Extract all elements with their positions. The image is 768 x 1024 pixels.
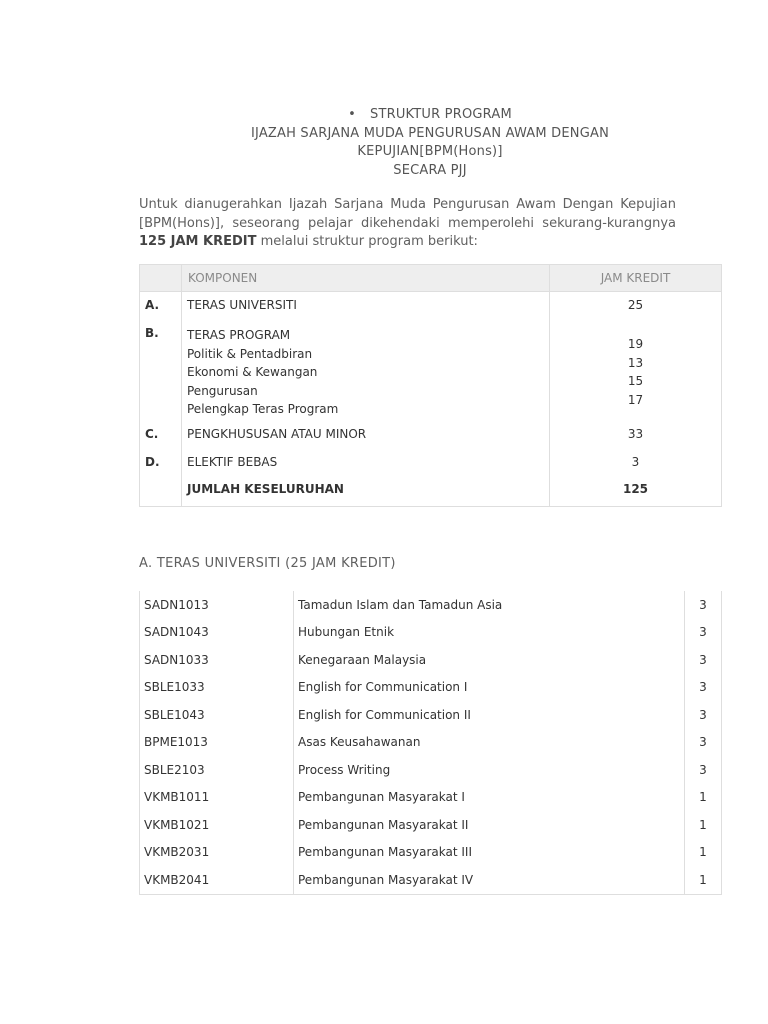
table-row	[140, 729, 722, 757]
row-name: TERAS UNIVERSITI	[182, 292, 550, 327]
sub-item-value: 13	[627, 355, 644, 370]
row-code: A.	[140, 292, 182, 327]
row-code: C.	[140, 427, 182, 455]
table-row	[140, 591, 722, 619]
course-code: SBLE2103	[140, 756, 294, 784]
course-credit: 1	[685, 784, 722, 812]
course-code: SADN1013	[140, 591, 294, 619]
course-credit: 3	[685, 729, 722, 757]
course-credit: 3	[685, 619, 722, 647]
course-title: Asas Keusahawanan	[294, 729, 685, 757]
table-row	[140, 756, 722, 784]
course-title: English for Communication I	[294, 674, 685, 702]
sub-item-value: 19	[627, 337, 644, 351]
title-line-2: IJAZAH SARJANA MUDA PENGURUSAN AWAM DENGAN	[250, 125, 609, 141]
table-row	[140, 839, 722, 867]
sub-item-value: 17	[627, 392, 644, 407]
courses-table	[139, 591, 722, 895]
course-credit: 3	[685, 591, 722, 619]
summary-total-row	[140, 482, 722, 507]
row-value: 25	[550, 292, 722, 327]
total-value: 125	[550, 482, 722, 507]
course-title: Pembangunan Masyarakat IV	[294, 866, 685, 894]
table-row	[140, 619, 722, 647]
course-credit: 1	[685, 811, 722, 839]
row-name: ELEKTIF BEBAS	[182, 455, 550, 482]
sub-item-name: Politik & Pentadbiran	[187, 346, 313, 361]
course-credit: 3	[685, 756, 722, 784]
course-credit: 1	[685, 839, 722, 867]
sub-item-name: Ekonomi & Kewangan	[187, 365, 318, 379]
row-name-group	[182, 326, 550, 427]
summary-header-row	[140, 265, 722, 292]
course-credit: 3	[685, 674, 722, 702]
course-title: Pembangunan Masyarakat II	[294, 811, 685, 839]
row-code: D.	[140, 455, 182, 482]
course-credit: 1	[685, 866, 722, 894]
table-row	[140, 784, 722, 812]
summary-row-c	[140, 427, 722, 455]
sub-item-value: 15	[627, 374, 644, 388]
table-row	[140, 811, 722, 839]
course-code: VKMB1011	[140, 784, 294, 812]
course-title: Tamadun Islam dan Tamadun Asia	[294, 591, 685, 619]
course-title: Process Writing	[294, 756, 685, 784]
course-title: Hubungan Etnik	[294, 619, 685, 647]
course-title: Kenegaraan Malaysia	[294, 646, 685, 674]
section-a-heading: A. TERAS UNIVERSITI (25 JAM KREDIT)	[139, 556, 396, 571]
bullet-icon: •	[348, 107, 356, 122]
table-row	[140, 674, 722, 702]
course-code: SBLE1043	[140, 701, 294, 729]
course-code: VKMB2041	[140, 866, 294, 894]
sub-item-name: Pengurusan	[187, 383, 258, 398]
row-value: 33	[550, 427, 722, 455]
course-credit: 3	[685, 701, 722, 729]
course-code: BPME1013	[140, 729, 294, 757]
course-title: Pembangunan Masyarakat I	[294, 784, 685, 812]
header-blank	[140, 265, 182, 292]
title-line-3: KEPUJIAN[BPM(Hons)]	[357, 144, 503, 159]
row-value: 3	[550, 455, 722, 482]
row-name: PENGKHUSUSAN ATAU MINOR	[182, 427, 550, 455]
summary-table	[139, 264, 722, 507]
title-line-4: SECARA PJJ	[393, 162, 467, 178]
table-row	[140, 866, 722, 894]
row-value-group	[550, 326, 722, 427]
course-code: SADN1043	[140, 619, 294, 647]
row-name: TERAS PROGRAM	[187, 328, 291, 342]
course-code: VKMB1021	[140, 811, 294, 839]
course-code: VKMB2031	[140, 839, 294, 867]
total-label: JUMLAH KESELURUHAN	[182, 482, 550, 507]
row-code: B.	[140, 326, 182, 427]
course-code: SBLE1033	[140, 674, 294, 702]
course-title: English for Communication II	[294, 701, 685, 729]
course-title: Pembangunan Masyarakat III	[294, 839, 685, 867]
summary-row-a	[140, 292, 722, 327]
table-row	[140, 701, 722, 729]
header-komponen: KOMPONEN	[182, 265, 550, 292]
title-line-1: • STRUKTUR PROGRAM	[139, 106, 721, 125]
intro-paragraph: Untuk dianugerahkan Ijazah Sarjana Muda Pengurusan Awam Dengan Kepujian [BPM(Hons)], seseorang pelajar dikehendaki memperolehi sekurang-kurangnya 125 JAM KREDIT melalui struktur program berikut:	[139, 197, 676, 249]
header-jam-kredit: JAM KREDIT	[550, 265, 722, 292]
course-code: SADN1033	[140, 646, 294, 674]
summary-row-b	[140, 326, 722, 427]
course-credit: 3	[685, 646, 722, 674]
program-title	[139, 106, 721, 180]
sub-item-name: Pelengkap Teras Program	[187, 402, 339, 416]
summary-row-d	[140, 455, 722, 482]
table-row	[140, 646, 722, 674]
credit-requirement: 125 JAM KREDIT	[139, 234, 257, 249]
